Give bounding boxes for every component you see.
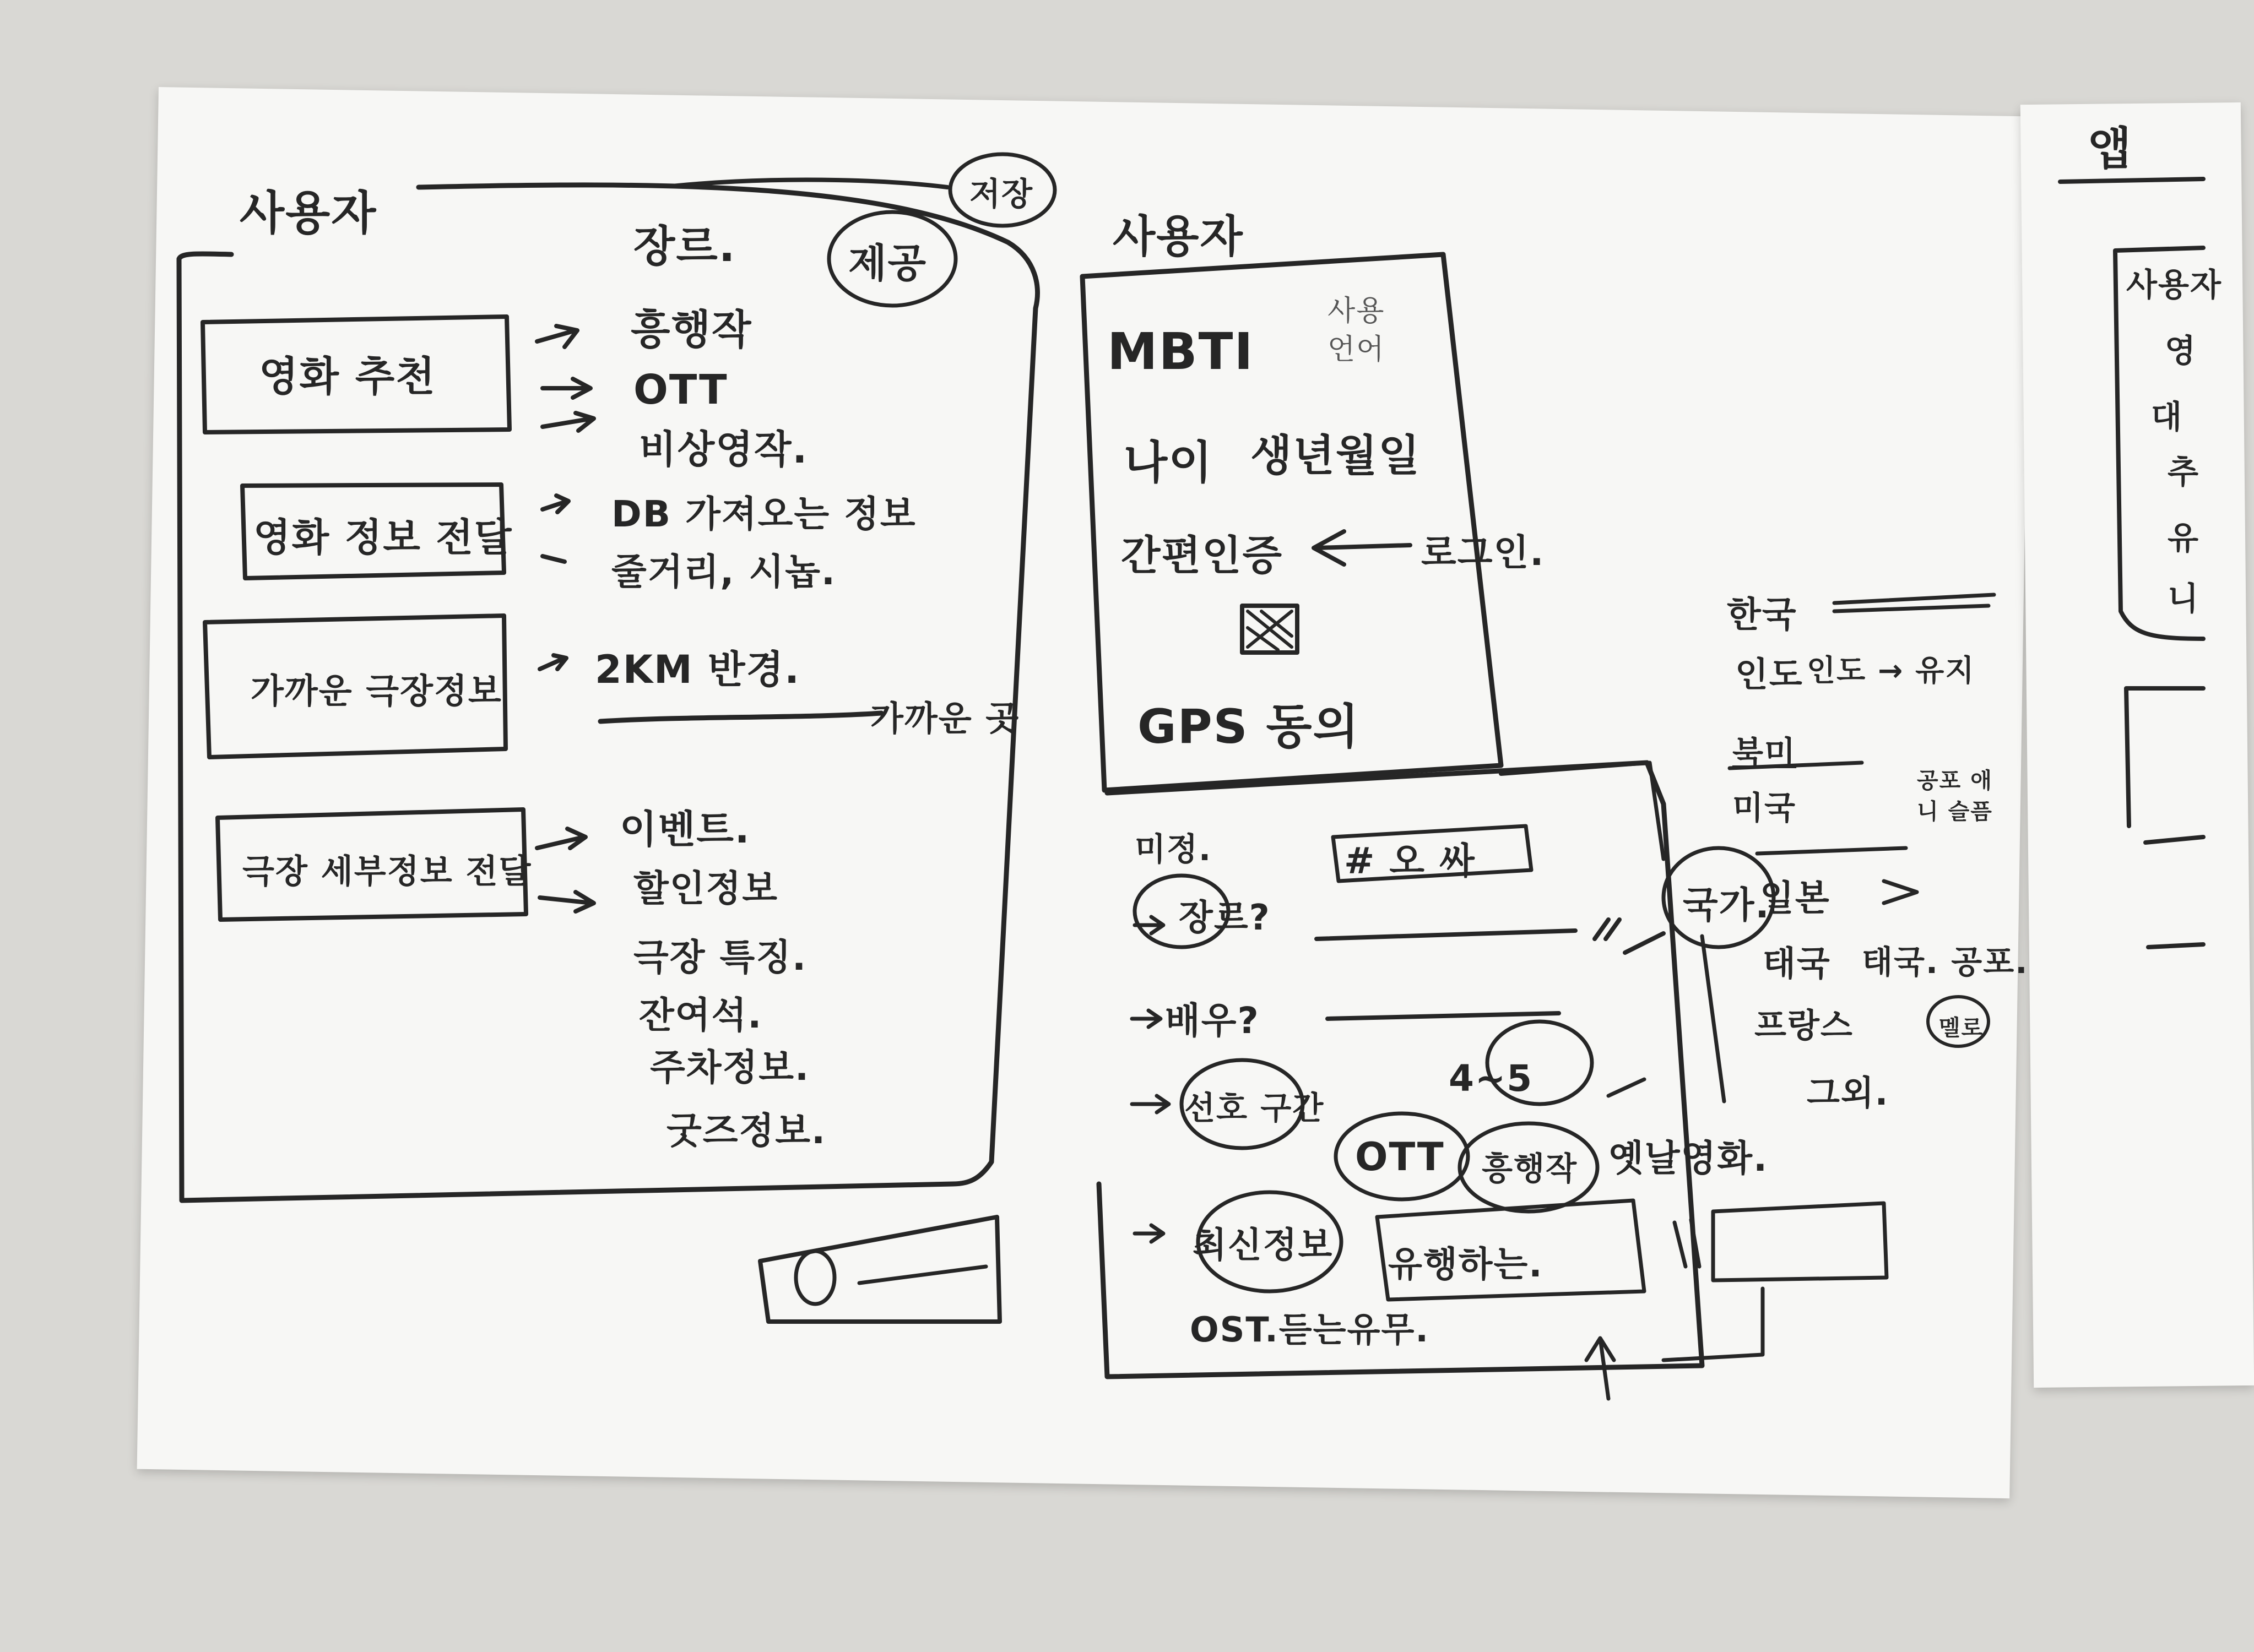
feature-item: 굿즈정보. (667, 1110, 827, 1152)
far-right-line: 유 (2168, 519, 2200, 557)
feature-movie-recommend: 영화 추천 (259, 353, 436, 400)
ost-option: OST.듣는유무. (1190, 1309, 1429, 1350)
rating-range: 4~5 (1449, 1057, 1534, 1100)
genre-question: 장르? (1179, 898, 1271, 938)
thailand-note: 태국. 공포. (1862, 943, 2029, 981)
mbti-field: MBTI (1107, 322, 1254, 381)
easy-auth: 간편인증 (1121, 532, 1283, 579)
age-field: 나이 (1124, 437, 1213, 489)
feature-item: 주차정보. (650, 1046, 810, 1089)
far-right-line: 사용자 (2126, 266, 2223, 303)
ott-option: OTT (1355, 1134, 1445, 1180)
far-right-title: 앱 (2088, 123, 2133, 175)
country-thailand: 태국 (1763, 943, 1831, 983)
gps-consent: GPS 동의 (1137, 699, 1360, 754)
preferences-header: 미정. (1135, 830, 1212, 868)
feature-movie-info: 영화 정보 전달 (253, 515, 513, 560)
hit-option: 흥행작 (1482, 1150, 1578, 1187)
feature-theater-details: 극장 세부정보 전달 (242, 852, 532, 891)
country-japan: 일본 (1760, 878, 1830, 919)
actor-question: 배우? (1165, 999, 1260, 1042)
language-field: 사용 언어 (1328, 295, 1385, 366)
feature-item: 극장 특징. (633, 936, 808, 979)
birthday-field: 생년월일 (1250, 431, 1421, 481)
feature-item: 비상영작. (639, 427, 809, 472)
feature-item: 2KM 반경. (595, 647, 800, 692)
country-option: 국가. (1683, 884, 1770, 926)
login-label: 로그인. (1421, 531, 1545, 574)
melo-circle: 멜로 (1939, 1015, 1984, 1041)
feature-nearby-theater: 가까운 극장정보 (251, 671, 502, 711)
feature-item: OTT (633, 366, 728, 414)
hashtag-box: # 오 싸 (1344, 840, 1476, 882)
feature-item: 줄거리, 시놉. (611, 551, 836, 593)
country-france: 프랑스 (1754, 1007, 1854, 1045)
middle-panel-title: 사용자 (1113, 211, 1244, 262)
left-panel-title: 사용자 (240, 186, 377, 240)
country-usa: 미국 (1732, 789, 1797, 827)
country-korea: 한국 (1727, 595, 1797, 635)
feature-item: 잔여석. (639, 994, 763, 1036)
feature-item: 가까운 곳 (870, 698, 1020, 738)
india-note: 인도 → 유지 (1807, 653, 1975, 688)
genre-notes: 공포 애니 슬픔 (1917, 768, 1993, 824)
old-movie-option: 옛날영화. (1608, 1137, 1769, 1180)
genre-header: 장르. (633, 222, 736, 271)
far-right-line: 추 (2168, 453, 2200, 491)
far-right-line: 니 (2168, 580, 2200, 617)
provide-badge: 제공 (848, 240, 928, 286)
far-right-line: 영 (2165, 332, 2197, 369)
far-right-line: 대 (2151, 398, 2183, 436)
feature-item: 이벤트. (620, 807, 751, 852)
feature-item: 할인정보 (633, 867, 779, 910)
trending-option: 유행하는. (1388, 1245, 1543, 1285)
feature-item: 흥행작 (631, 306, 752, 354)
country-others: 그외. (1807, 1073, 1889, 1113)
save-badge: 저장 (969, 175, 1034, 213)
feature-item: DB 가져오는 정보 (611, 493, 917, 535)
rating-preference: 선호 구간 (1184, 1089, 1325, 1127)
latest-info-option: 최신정보 (1193, 1225, 1334, 1266)
country-north-america: 북미 (1732, 734, 1797, 771)
country-india: 인도 (1735, 654, 1803, 694)
